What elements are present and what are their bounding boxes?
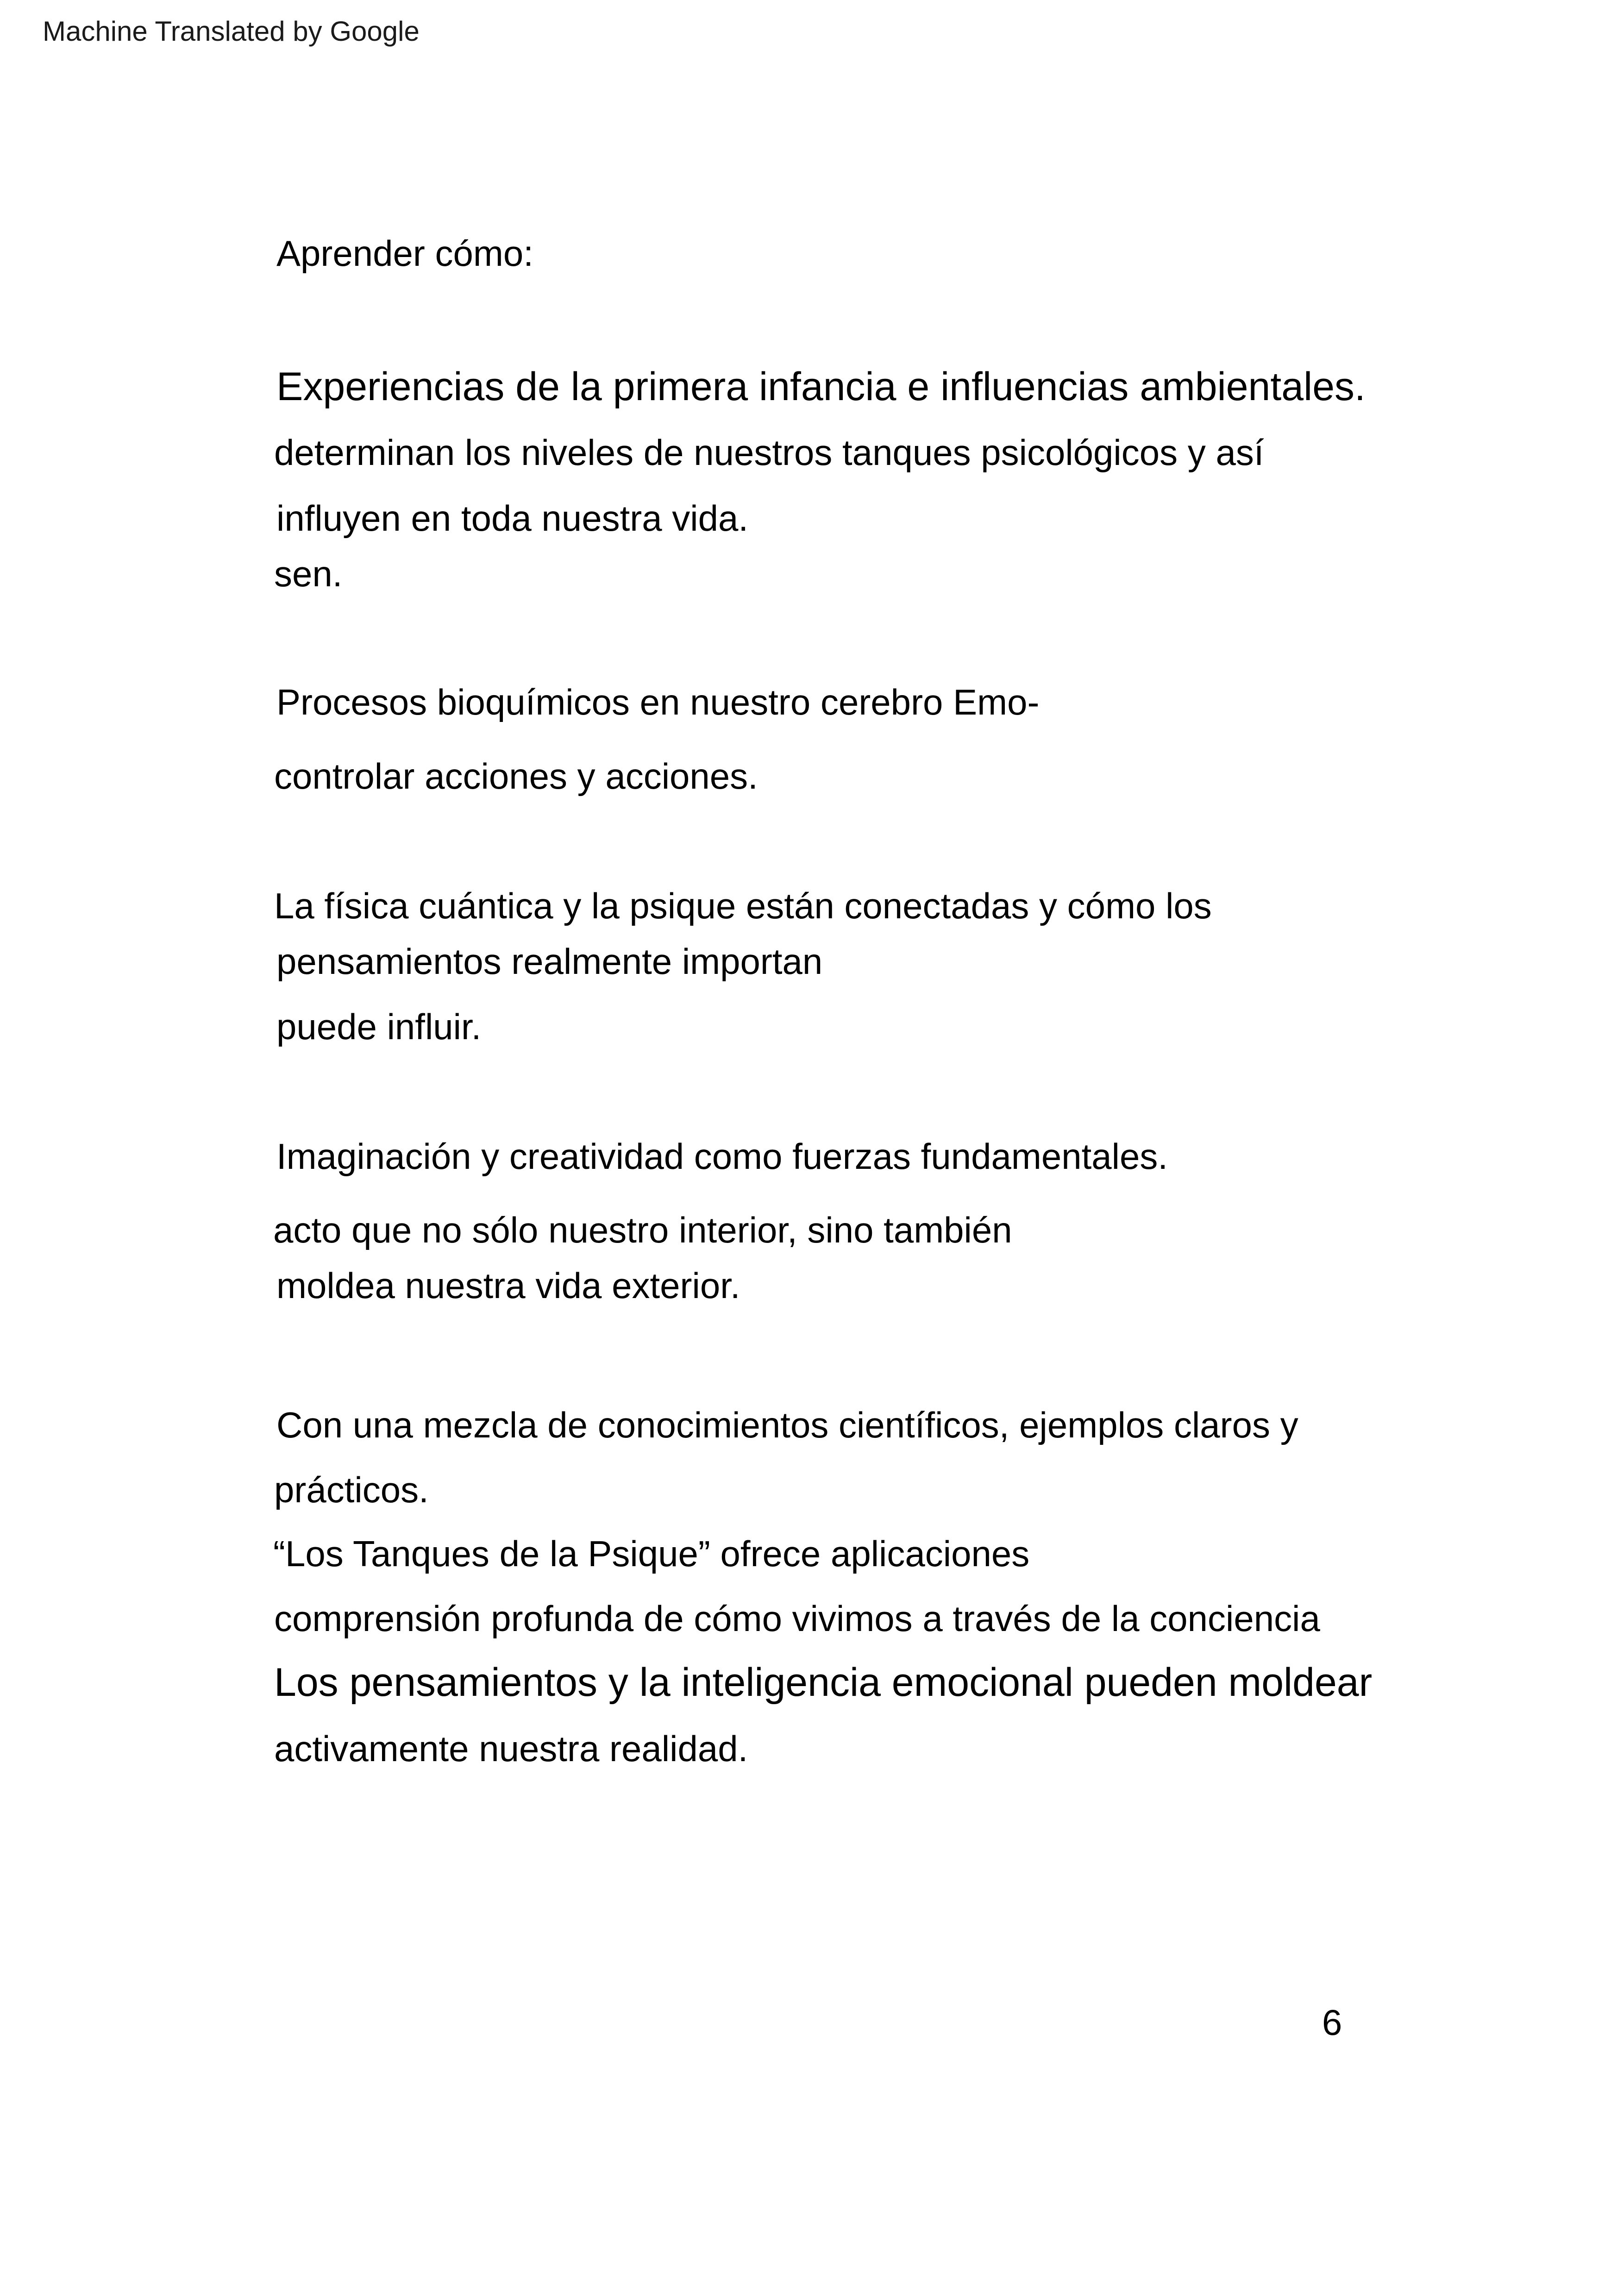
paragraph-5-line-5: Los pensamientos y la inteligencia emocional pueden moldear xyxy=(274,1660,1373,1705)
page-number: 6 xyxy=(1322,2002,1342,2043)
paragraph-3-line-3: puede influir. xyxy=(276,1006,482,1047)
paragraph-4-line-2: acto que no sólo nuestro interior, sino también xyxy=(273,1210,1012,1250)
paragraph-1-line-4: sen. xyxy=(274,553,343,594)
paragraph-1-line-1: Experiencias de la primera infancia e influencias ambientales. xyxy=(276,364,1366,409)
intro-heading: Aprender cómo: xyxy=(276,233,533,274)
paragraph-1-line-3: influyen en toda nuestra vida. xyxy=(276,498,749,539)
paragraph-2-line-2: controlar acciones y acciones. xyxy=(274,756,758,797)
paragraph-5-line-3: “Los Tanques de la Psique” ofrece aplicaciones xyxy=(273,1533,1030,1574)
paragraph-1-line-2: determinan los niveles de nuestros tanques psicológicos y así xyxy=(274,432,1264,473)
paragraph-3-line-1: La física cuántica y la psique están conectadas y cómo los xyxy=(274,885,1212,926)
paragraph-3-line-2: pensamientos realmente importan xyxy=(276,941,823,982)
paragraph-4-line-1: Imaginación y creatividad como fuerzas fundamentales. xyxy=(276,1136,1168,1177)
paragraph-2-line-1: Procesos bioquímicos en nuestro cerebro Emo- xyxy=(276,682,1040,722)
paragraph-4-line-3: moldea nuestra vida exterior. xyxy=(276,1265,740,1306)
machine-translation-notice: Machine Translated by Google xyxy=(43,16,420,47)
paragraph-5-line-1: Con una mezcla de conocimientos científicos, ejemplos claros y xyxy=(276,1405,1298,1445)
paragraph-5-line-2: prácticos. xyxy=(274,1469,429,1510)
paragraph-5-line-6: activamente nuestra realidad. xyxy=(274,1728,748,1769)
paragraph-5-line-4: comprensión profunda de cómo vivimos a través de la conciencia xyxy=(274,1598,1320,1639)
